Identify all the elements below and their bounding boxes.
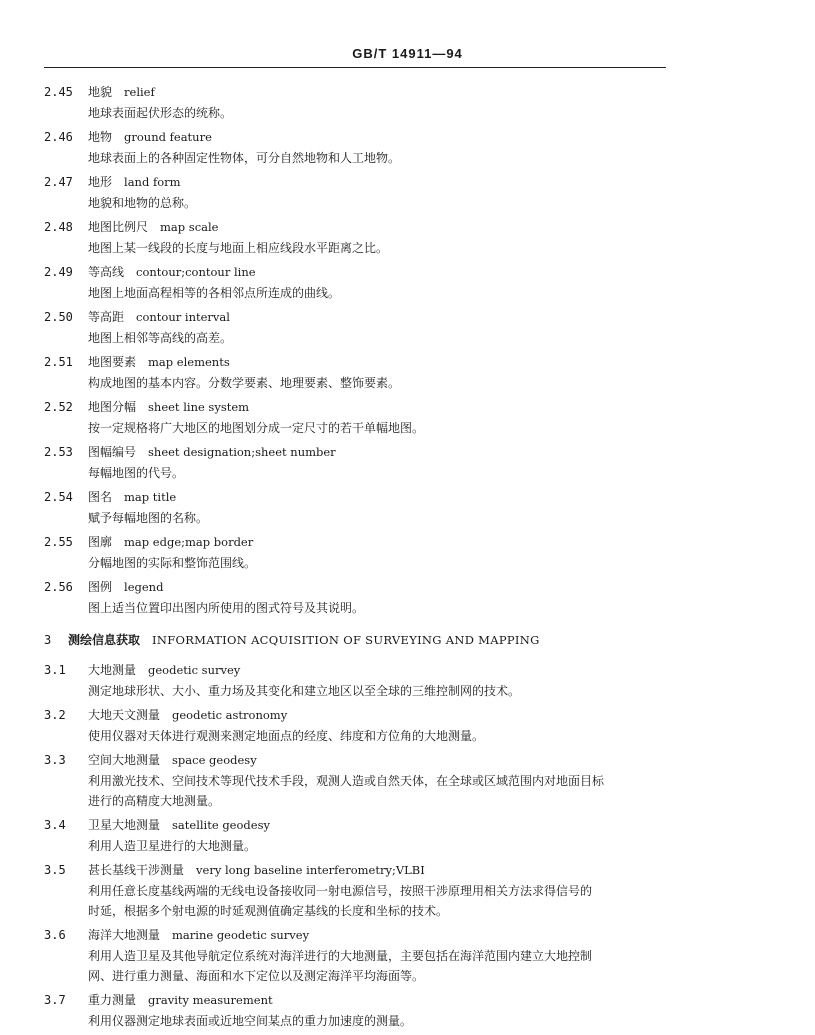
term-definition: 图上适当位置印出图内所使用的图式符号及其说明。: [88, 601, 365, 615]
term-en: marine geodetic survey: [172, 928, 310, 942]
term-number: 2.47: [44, 175, 73, 189]
term-line: [44, 397, 684, 418]
term-definition: 地图上地面高程相等的各相邻点所连成的曲线。: [88, 286, 341, 300]
term-definition: 利用激光技术、空间技术等现代技术手段，观测人造或自然天体，在全球或区域范围内对地面目标: [88, 774, 605, 788]
term-entry: [44, 487, 684, 528]
term-zh: 等高距: [88, 310, 125, 324]
section-heading: [44, 628, 684, 652]
term-definition: 地图上相邻等高线的高差。: [88, 331, 233, 345]
term-number: 3.2: [44, 708, 66, 722]
term-zh: 地图比例尺: [88, 220, 149, 234]
term-line: [44, 487, 684, 508]
term-definition: 使用仪器对天体进行观测来测定地面点的经度、纬度和方位角的大地测量。: [88, 729, 485, 743]
term-number: 2.49: [44, 265, 73, 279]
term-en: sheet line system: [148, 400, 250, 414]
term-entry: [44, 532, 684, 573]
term-line: [44, 660, 684, 681]
term-en: legend: [124, 580, 164, 594]
term-entry: [44, 262, 684, 303]
term-en: satellite geodesy: [172, 818, 270, 832]
term-line: [44, 127, 684, 148]
term-en: land form: [124, 175, 181, 189]
term-line: [44, 262, 684, 283]
term-entry: [44, 127, 684, 168]
term-en: very long baseline interferometry;VLBI: [196, 863, 425, 877]
term-number: 2.50: [44, 310, 73, 324]
term-entry: [44, 750, 684, 811]
term-zh: 图名: [88, 490, 113, 504]
section-number: 3: [44, 633, 52, 647]
term-entry: [44, 705, 684, 746]
page-header: GB/T 14911—94: [352, 46, 463, 61]
term-zh: 等高线: [88, 265, 125, 279]
term-entry: [44, 860, 684, 921]
term-line: [44, 577, 684, 598]
term-number: 2.46: [44, 130, 73, 144]
term-line: [44, 172, 684, 193]
term-number: 3.5: [44, 863, 66, 877]
term-line: [44, 532, 684, 553]
term-entry: [44, 307, 684, 348]
term-entry: [44, 577, 684, 618]
term-zh: 地物: [88, 130, 113, 144]
term-number: 2.51: [44, 355, 73, 369]
term-definition: 地球表面上的各种固定性物体，可分自然地物和人工地物。: [88, 151, 401, 165]
term-number: 2.48: [44, 220, 73, 234]
term-number: 3.4: [44, 818, 66, 832]
term-entry: [44, 82, 684, 123]
term-en: sheet designation;sheet number: [148, 445, 336, 459]
term-entry: [44, 217, 684, 258]
term-zh: 大地天文测量: [88, 708, 161, 722]
term-en: contour interval: [136, 310, 230, 324]
term-line: [44, 217, 684, 238]
term-definition: 利用仪器测定地球表面或近地空间某点的重力加速度的测量。: [88, 1014, 413, 1028]
term-en: geodetic astronomy: [172, 708, 288, 722]
term-line: [44, 815, 684, 836]
term-number: 3.3: [44, 753, 66, 767]
term-en: geodetic survey: [148, 663, 241, 677]
term-en: gravity measurement: [148, 993, 273, 1007]
term-definition: 赋予每幅地图的名称。: [88, 511, 209, 525]
term-en: contour;contour line: [136, 265, 256, 279]
term-zh: 重力测量: [88, 993, 137, 1007]
term-number: 2.53: [44, 445, 73, 459]
term-entry: [44, 442, 684, 483]
term-zh: 甚长基线干涉测量: [88, 863, 185, 877]
term-definition: 构成地图的基本内容。分数学要素、地理要素、整饰要素。: [88, 376, 401, 390]
term-number: 2.56: [44, 580, 73, 594]
document-body: [44, 82, 684, 1035]
term-zh: 海洋大地测量: [88, 928, 161, 942]
term-zh: 地图要素: [88, 355, 137, 369]
term-zh: 地貌: [88, 85, 113, 99]
term-definition: 利用任意长度基线两端的无线电设备接收同一射电源信号，按照干涉原理用相关方法求得信号的: [88, 884, 593, 898]
term-number: 2.52: [44, 400, 73, 414]
term-entry: [44, 172, 684, 213]
term-line: [44, 442, 684, 463]
term-en: ground feature: [124, 130, 212, 144]
term-entry: [44, 990, 684, 1031]
header-rule: [44, 67, 666, 68]
term-zh: 卫星大地测量: [88, 818, 161, 832]
term-en: map title: [124, 490, 177, 504]
term-definition: 每幅地图的代号。: [88, 466, 185, 480]
term-en: map elements: [148, 355, 230, 369]
term-definition: 利用人造卫星进行的大地测量。: [88, 839, 257, 853]
term-zh: 大地测量: [88, 663, 137, 677]
term-line: [44, 860, 684, 881]
term-definition: 网、进行重力测量、海面和水下定位以及测定海洋平均海面等。: [88, 969, 425, 983]
term-line: [44, 307, 684, 328]
term-en: space geodesy: [172, 753, 257, 767]
term-definition: 时延，根据多个射电源的时延观测值确定基线的长度和坐标的技术。: [88, 904, 449, 918]
term-definition: 进行的高精度大地测量。: [88, 794, 221, 808]
term-definition: 分幅地图的实际和整饰范围线。: [88, 556, 257, 570]
term-zh: 图例: [88, 580, 113, 594]
term-entry: [44, 925, 684, 986]
term-line: [44, 750, 684, 771]
term-zh: 图廓: [88, 535, 113, 549]
term-line: [44, 352, 684, 373]
term-number: 2.55: [44, 535, 73, 549]
term-entry: [44, 660, 684, 701]
term-zh: 地图分幅: [88, 400, 137, 414]
term-zh: 地形: [88, 175, 113, 189]
term-list-2: [44, 82, 684, 618]
term-definition: 测定地球形状、大小、重力场及其变化和建立地区以至全球的三维控制网的技术。: [88, 684, 521, 698]
term-definition: 地球表面起伏形态的统称。: [88, 106, 233, 120]
term-definition: 地貌和地物的总称。: [88, 196, 197, 210]
term-line: [44, 82, 684, 103]
term-line: [44, 990, 684, 1011]
term-number: 2.54: [44, 490, 73, 504]
term-list-3: [44, 660, 684, 1031]
term-zh: 空间大地测量: [88, 753, 161, 767]
term-definition: 利用人造卫星及其他导航定位系统对海洋进行的大地测量，主要包括在海洋范围内建立大地控制: [88, 949, 593, 963]
term-definition: 按一定规格将广大地区的地图划分成一定尺寸的若干单幅地图。: [88, 421, 425, 435]
term-en: relief: [124, 85, 155, 99]
term-entry: [44, 397, 684, 438]
term-entry: [44, 352, 684, 393]
term-definition: 地图上某一线段的长度与地面上相应线段水平距离之比。: [88, 241, 389, 255]
term-number: 3.1: [44, 663, 66, 677]
term-number: 2.45: [44, 85, 73, 99]
term-line: [44, 705, 684, 726]
term-number: 3.7: [44, 993, 66, 1007]
term-line: [44, 925, 684, 946]
section-title-en: INFORMATION ACQUISITION OF SURVEYING AND MAPPING: [151, 633, 540, 647]
term-number: 3.6: [44, 928, 66, 942]
term-zh: 图幅编号: [88, 445, 137, 459]
term-en: map scale: [160, 220, 219, 234]
term-entry: [44, 815, 684, 856]
term-en: map edge;map border: [124, 535, 254, 549]
section-title-zh: 测绘信息获取: [67, 633, 140, 647]
